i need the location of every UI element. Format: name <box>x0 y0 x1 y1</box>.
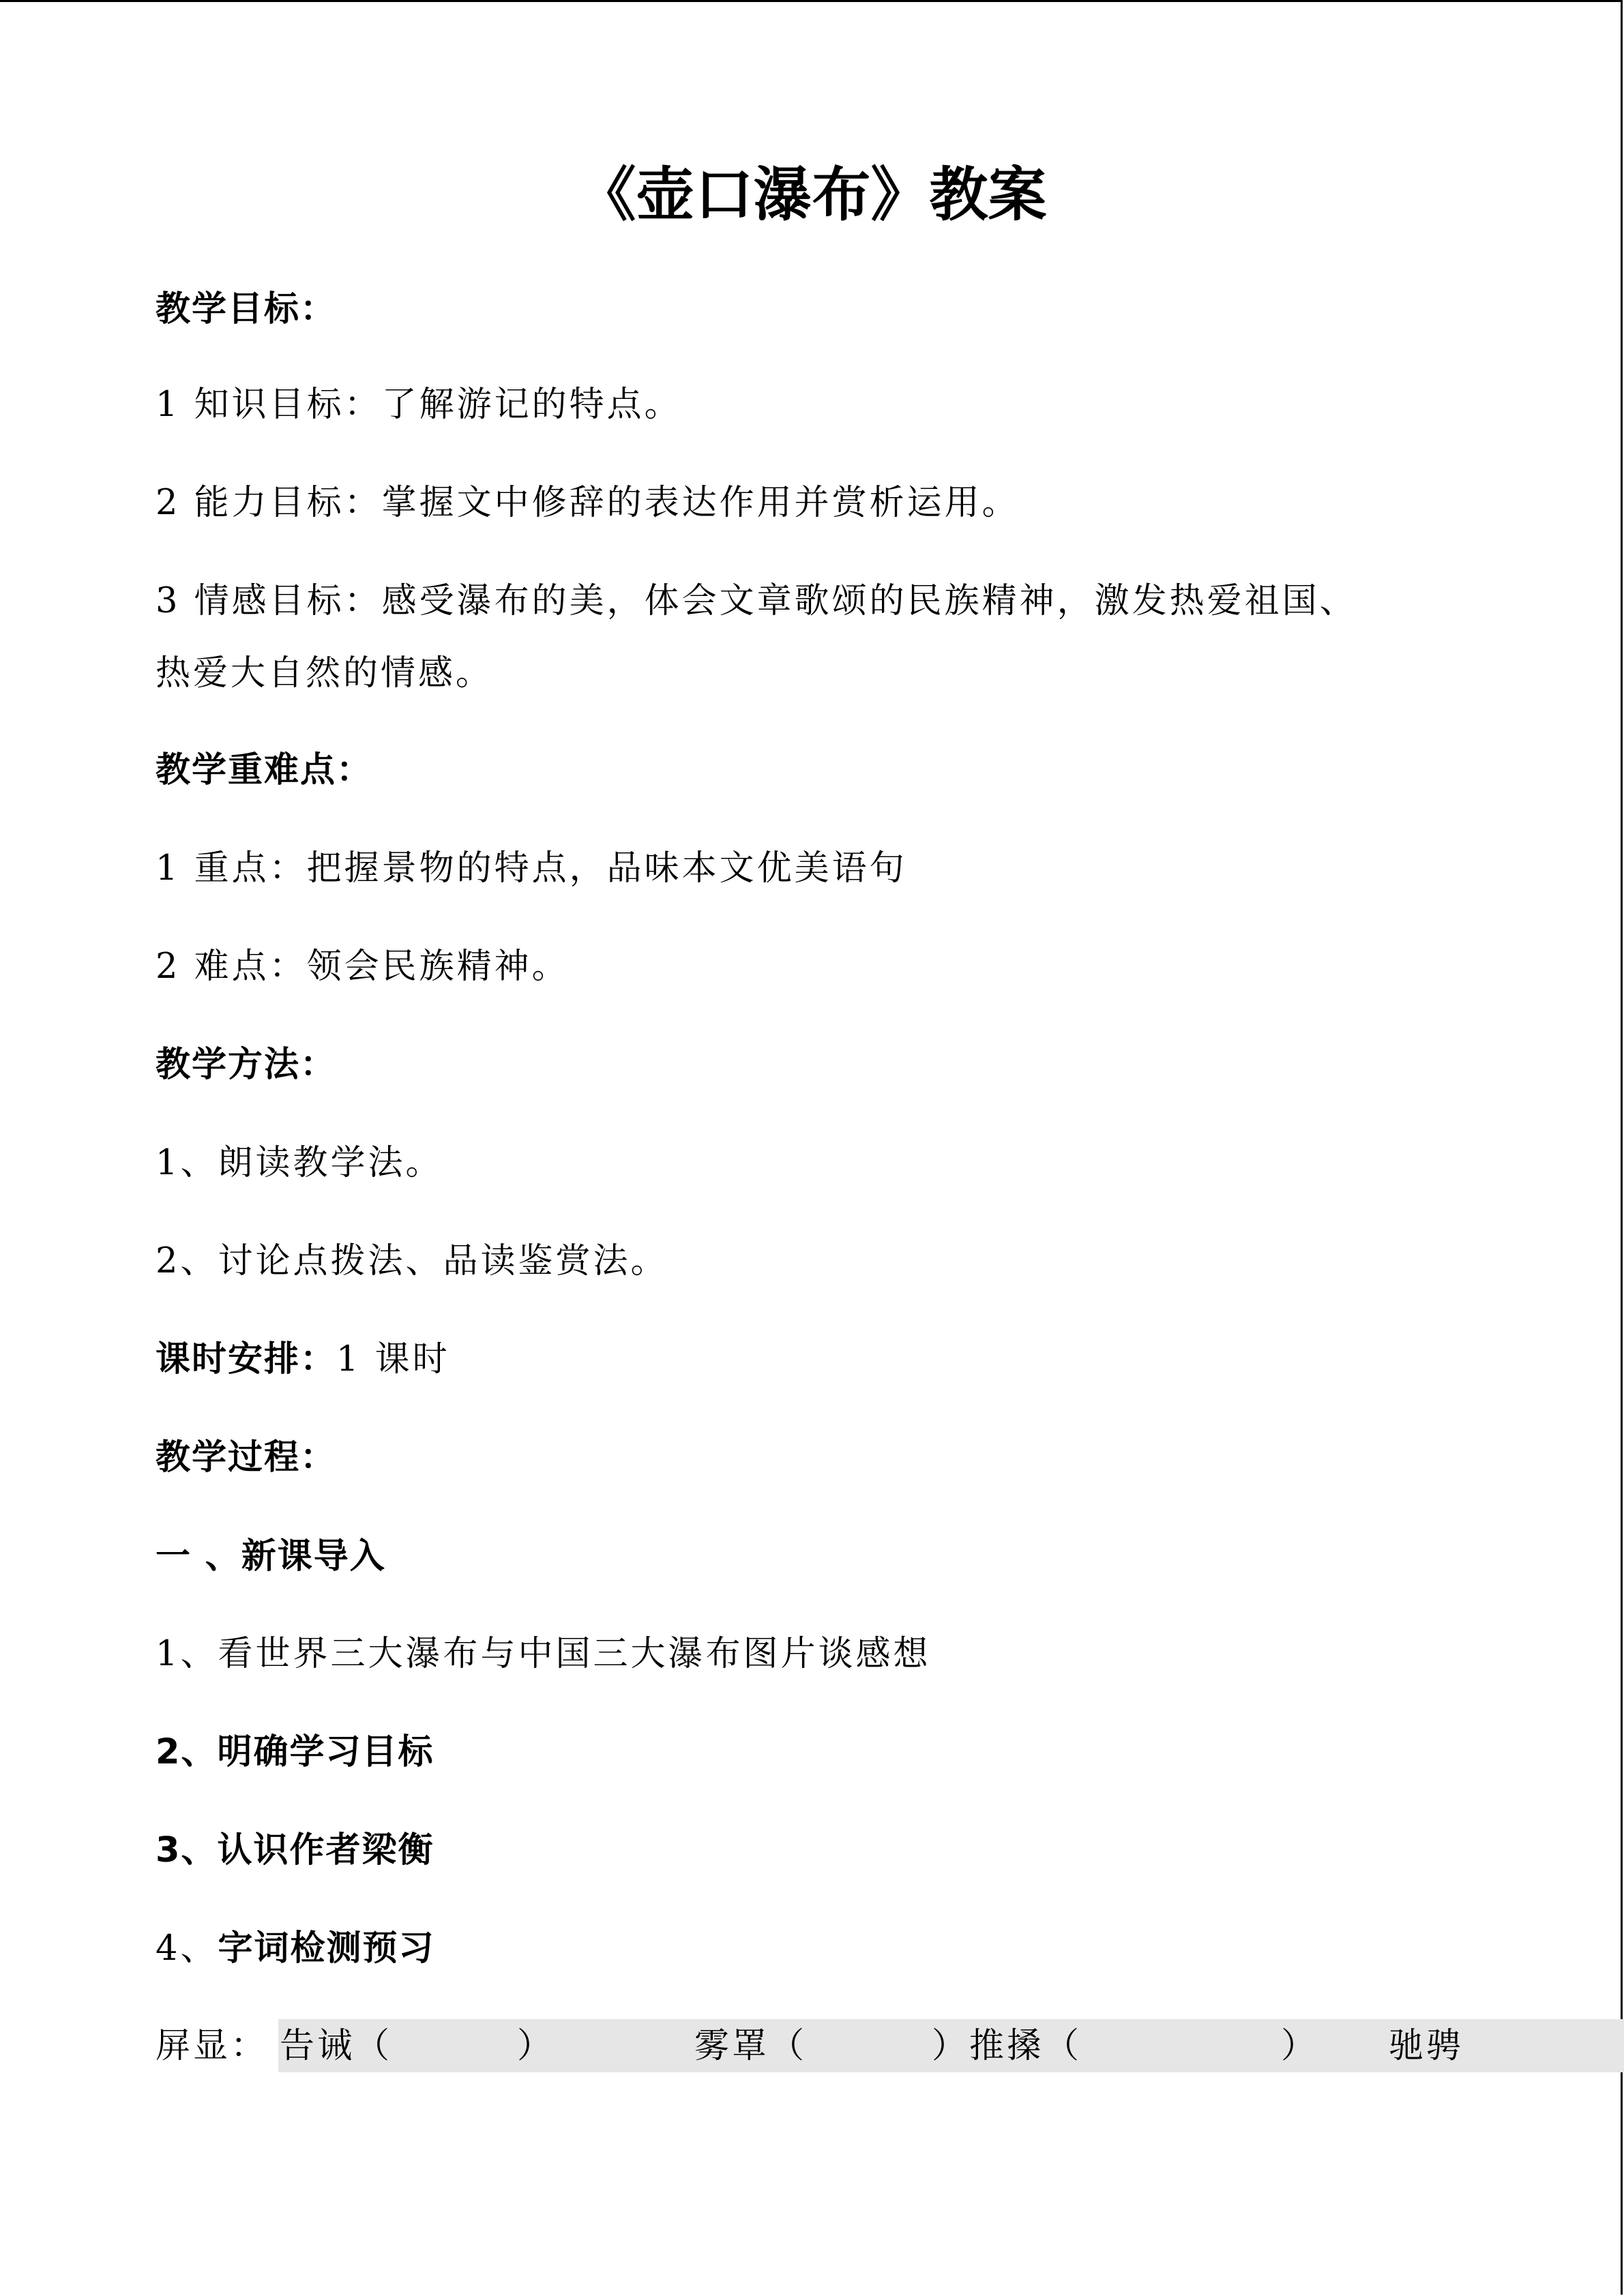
step-3: 3、认识作者梁衡 <box>156 1830 434 1870</box>
difficult-point: 2 难点：领会民族精神。 <box>156 946 570 987</box>
word-gaojie: 告诫（ <box>280 2026 393 2066</box>
key-points-heading: 教学重难点： <box>156 750 373 790</box>
word-tuisang-close: ） <box>1281 2026 1319 2066</box>
goals-heading: 教学目标： <box>156 289 337 329</box>
step-4-number: 4、 <box>156 1928 218 1969</box>
schedule-line <box>156 1336 450 1384</box>
goal-ability: 2 能力目标：掌握文中修辞的表达作用并赏析运用。 <box>156 483 1020 523</box>
method-1: 1、朗读教学法。 <box>156 1143 443 1183</box>
step-4 <box>156 1925 434 1973</box>
word-chicheng: 驰骋 <box>1389 2026 1464 2066</box>
schedule-label: 课时安排： <box>156 1339 337 1380</box>
goal-knowledge: 1 知识目标：了解游记的特点。 <box>156 385 682 425</box>
goal-emotion-line2: 热爱大自然的情感。 <box>156 653 494 694</box>
process-heading: 教学过程： <box>156 1437 337 1478</box>
goal-emotion-line1: 3 情感目标：感受瀑布的美，体会文章歌颂的民族精神，激发热爱祖国、 <box>156 581 1357 621</box>
word-tuisang: ）推搡（ <box>932 2026 1082 2066</box>
step-2: 2、明确学习目标 <box>156 1732 434 1772</box>
step-1: 1、看世界三大瀑布与中国三大瀑布图片谈感想 <box>156 1634 931 1674</box>
method-heading: 教学方法： <box>156 1045 337 1085</box>
part1-heading: 一 、新课导入 <box>156 1536 386 1577</box>
method-2: 2、讨论点拨法、品读鉴赏法。 <box>156 1241 668 1281</box>
schedule-value: 1 课时 <box>336 1339 450 1380</box>
word-wuzhao: 雾罩（ <box>694 2026 808 2066</box>
key-point: 1 重点：把握景物的特点，品味本文优美语句 <box>156 848 907 889</box>
word-gaojie-close: ） <box>517 2026 555 2066</box>
screen-display-label: 屏显： <box>156 2026 269 2066</box>
step-4-text: 字词检测预习 <box>218 1928 435 1969</box>
document-title: 《壶口瀑布》教案 <box>577 161 1047 229</box>
